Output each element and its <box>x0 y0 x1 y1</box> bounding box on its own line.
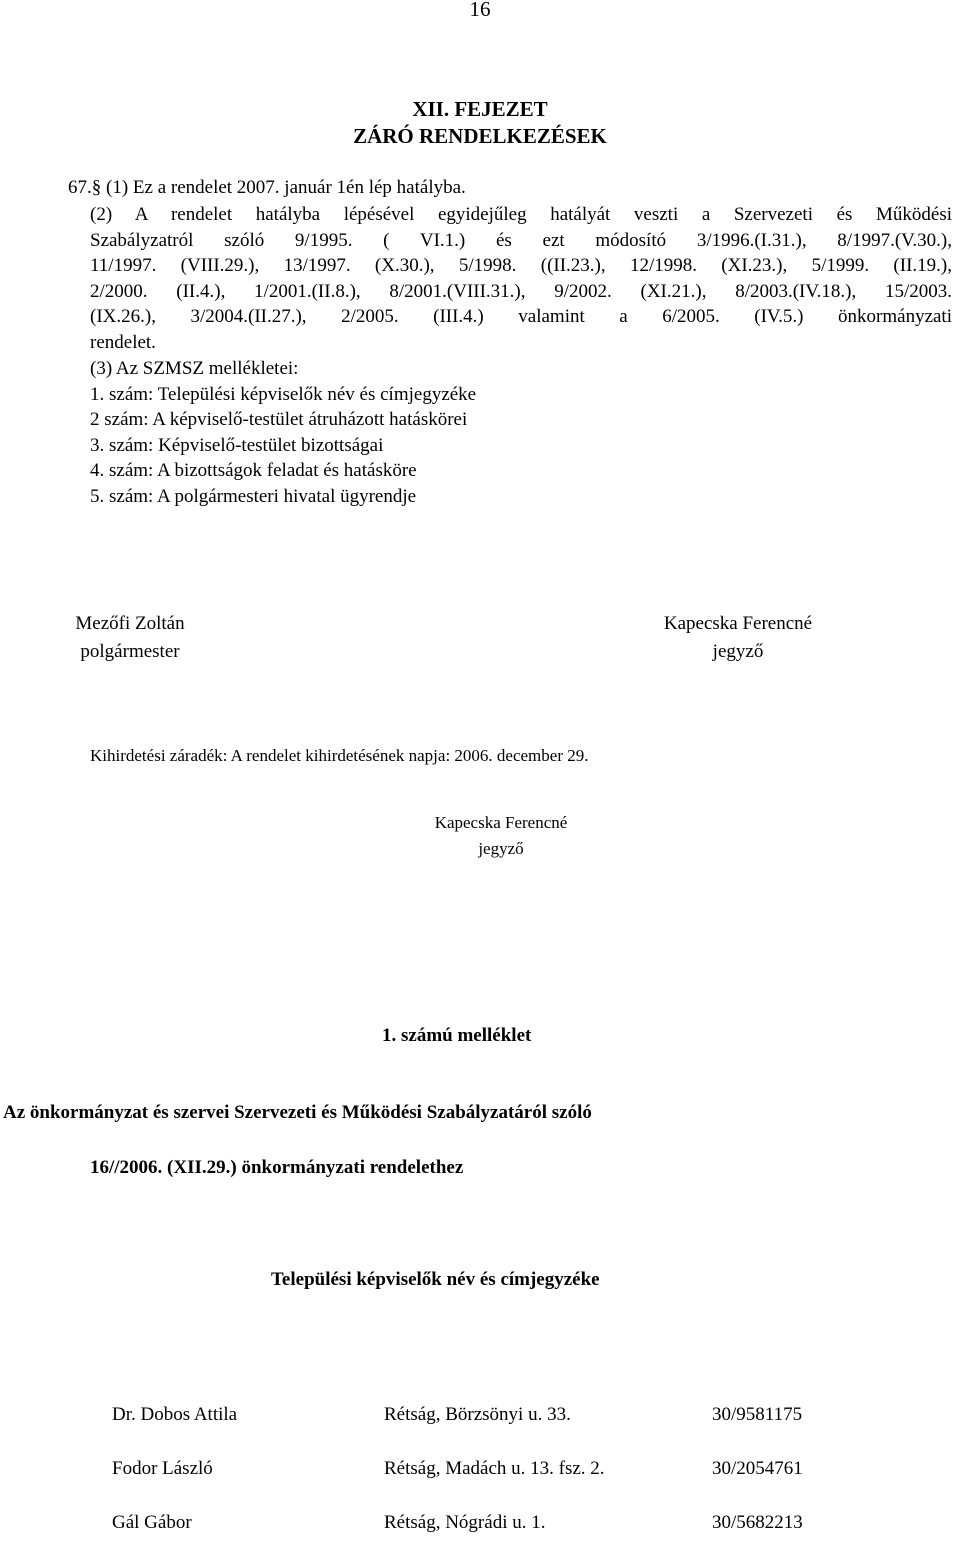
mayor-title: polgármester <box>80 641 180 662</box>
promulgation-signer-name: Kapecska Ferencné <box>434 813 568 832</box>
annex-heading: 1. számú melléklet <box>382 1025 532 1046</box>
annex-list <box>90 356 476 510</box>
paragraph-2-line: rendelet. <box>90 331 156 353</box>
paragraph-2-line: (2) A rendelet hatályba lépésével egyidejűleg hatályát veszti a Szervezeti és Működési <box>90 204 952 225</box>
members-list-title: Települési képviselők név és címjegyzéke <box>271 1269 600 1290</box>
mayor-signature <box>55 610 205 666</box>
member-address: Rétság, Madách u. 13. fsz. 2. <box>384 1458 605 1479</box>
annex-item: 3. szám: Képviselő-testület bizottságai <box>90 434 384 456</box>
member-phone: 30/5682213 <box>712 1512 803 1533</box>
annex-item: 1. szám: Települési képviselők név és címjegyzéke <box>90 383 477 405</box>
paragraph-2-line: 2/2000. (II.4.), 1/2001.(II.8.), 8/2001.(VIII.31.), 9/2002. (XI.21.), 8/2003.(IV.18.), 15/2003. <box>90 280 952 302</box>
notary-signature <box>628 610 848 666</box>
paragraph-2-line: 11/1997. (VIII.29.), 13/1997. (X.30.), 5/1998. ((II.23.), 12/1998. (XI.23.), 5/1999. (II.19.), <box>90 255 952 277</box>
member-name: Dr. Dobos Attila <box>112 1404 238 1425</box>
notary-name: Kapecska Ferencné <box>663 613 813 634</box>
member-name: Fodor László <box>112 1458 213 1479</box>
article-paragraph-2 <box>90 202 952 356</box>
paragraph-2-line: (IX.26.), 3/2004.(II.27.), 2/2005. (III.4.) valamint a 6/2005. (IV.5.) önkormányzati <box>90 306 952 328</box>
member-phone: 30/9581175 <box>712 1404 803 1425</box>
chapter-title: XII. FEJEZET <box>412 97 548 121</box>
annex-subheading-line-1: Az önkormányzat és szervei Szervezeti és Működési Szabályzatáról szóló <box>3 1102 592 1123</box>
annex-item: 2 szám: A képviselő-testület átruházott hatáskörei <box>90 409 468 431</box>
annex-subheading-line-2: 16//2006. (XII.29.) önkormányzati rendelethez <box>90 1157 464 1178</box>
member-address: Rétság, Nógrádi u. 1. <box>384 1512 546 1533</box>
chapter-subtitle: ZÁRÓ RENDELKEZÉSEK <box>353 124 607 148</box>
promulgation-signature <box>401 810 601 862</box>
notary-title: jegyző <box>712 641 764 662</box>
paragraph-2-line: Szabályzatról szóló 9/1995. ( VI.1.) és ezt módosító 3/1996.(I.31.), 8/1997.(V.30.), <box>90 229 952 251</box>
promulgation-signer-title: jegyző <box>478 839 524 858</box>
annex-item: 4. szám: A bizottságok feladat és hatásköre <box>90 460 417 482</box>
annex-list-title: (3) Az SZMSZ mellékletei: <box>90 358 299 379</box>
member-phone: 30/2054761 <box>712 1458 803 1479</box>
article-paragraph-1: 67.§ (1) Ez a rendelet 2007. január 1én lép hatályba. <box>68 177 466 198</box>
mayor-name: Mezőfi Zoltán <box>75 613 185 634</box>
member-name: Gál Gábor <box>112 1512 192 1533</box>
annex-item: 5. szám: A polgármesteri hivatal ügyrendje <box>90 485 417 507</box>
promulgation-clause: Kihirdetési záradék: A rendelet kihirdetésének napja: 2006. december 29. <box>90 746 589 765</box>
member-address: Rétság, Börzsönyi u. 33. <box>384 1404 571 1425</box>
page-number: 16 <box>469 0 491 21</box>
